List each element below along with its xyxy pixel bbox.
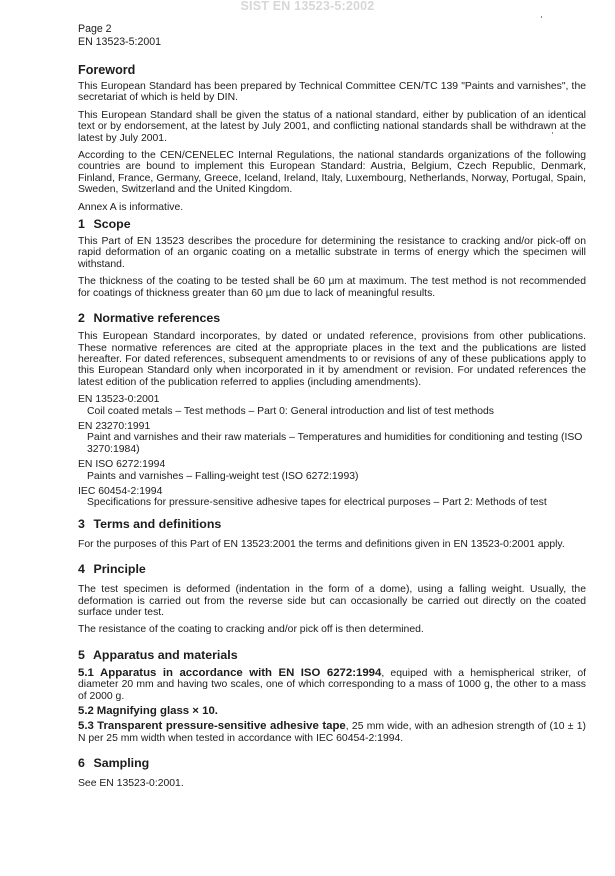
reference-title: Specifications for pressure-sensitive adhesive tapes for electrical purposes – Part 2: Methods of test bbox=[87, 497, 547, 509]
reference-code: EN 23270:1991 bbox=[78, 420, 151, 432]
standard-id: EN 13523-5:2001 bbox=[78, 36, 162, 48]
page-header bbox=[78, 23, 586, 49]
section-heading-normative-references: 2 Normative references bbox=[78, 311, 221, 326]
watermark: SIST EN 13523-5:2002 bbox=[240, 0, 375, 13]
reference-title: Paint and varnishes and their raw materials – Temperatures and humidities for conditioning and testing (ISO 3270:1984) bbox=[87, 432, 583, 455]
reference-code: EN ISO 6272:1994 bbox=[78, 459, 166, 471]
foreword-title: Foreword bbox=[78, 63, 136, 77]
foreword-paragraph: This European Standard has been prepared by Technical Committee CEN/TC 139 "Paints and varnishes", the secretariat of which is held by DIN. bbox=[78, 81, 586, 104]
section-heading-terms-definitions: 3 Terms and definitions bbox=[78, 516, 222, 531]
foreword-paragraph: Annex A is informative. bbox=[78, 201, 184, 213]
principle-paragraph: The resistance of the coating to cracking and/or pick off is then determined. bbox=[78, 624, 424, 636]
section-heading-apparatus: 5 Apparatus and materials bbox=[78, 647, 238, 662]
page-number: Page 2 bbox=[78, 23, 112, 35]
reference-title: Paints and varnishes – Falling-weight test (ISO 6272:1993) bbox=[87, 470, 359, 482]
section-heading-sampling: 6 Sampling bbox=[78, 756, 150, 771]
scope-paragraph: This Part of EN 13523 describes the procedure for determining the resistance to cracking and/or pick-off on rapid deformation of an organic coating on a metallic substrate in terms of energy which the specimen will withstand. bbox=[78, 236, 586, 270]
apparatus-item: 5.1 Apparatus in accordance with EN ISO 6272:1994, equiped with a hemispherical striker, of diameter 20 mm and having two scales, one of which corresponding to a mass of 1000 g, the other to a mass of 2000 g. bbox=[78, 666, 586, 702]
reference-code: IEC 60454-2:1994 bbox=[78, 485, 163, 497]
scan-speck bbox=[541, 16, 542, 18]
normative-intro: This European Standard incorporates, by dated or undated reference, provisions from other publications. These normative references are cited at the appropriate places in the text and the publications are listed hereafter. For dated references, subsequent amendments to or revisions of any of these publications apply to this European Standard only when incorporated in it by amendment or revision. For undated references the latest edition of the publication referred to applies (including amendments). bbox=[78, 331, 586, 388]
reference-title: Coil coated metals – Test methods – Part 0: General introduction and list of test methods bbox=[87, 405, 494, 417]
terms-paragraph: For the purposes of this Part of EN 13523:2001 the terms and definitions given in EN 13523-0:2001 apply. bbox=[78, 538, 565, 550]
document-page bbox=[78, 23, 586, 790]
scope-paragraph: The thickness of the coating to be tested shall be 60 µm at maximum. The test method is not recommended for coatings of thickness greater than 60 µm due to lack of meaningful results. bbox=[78, 276, 586, 299]
section-heading-principle: 4 Principle bbox=[78, 562, 146, 577]
foreword-paragraph: According to the CEN/CENELEC Internal Regulations, the national standards organizations of the following countries are bound to implement this European Standard: Austria, Belgium, Czech Republic, Denmark, Finland, France, Germany, Greece, Iceland, Ireland, Italy, Luxembourg, Netherlands, Norway, Portugal, Spain, Sweden, Switzerland and the United Kingdom. bbox=[78, 150, 586, 196]
reference-code: EN 13523-0:2001 bbox=[78, 394, 160, 406]
section-heading-scope: 1 Scope bbox=[78, 217, 131, 232]
sampling-paragraph: See EN 13523-0:2001. bbox=[78, 778, 184, 790]
principle-paragraph: The test specimen is deformed (indentation in the form of a dome), using a falling weight. Usually, the deformation is carried out from the reverse side but can occasionally be carried out directly on the coated surface under test. bbox=[78, 584, 586, 618]
foreword-paragraph: This European Standard shall be given the status of a national standard, either by publication of an identical text or by endorsement, at the latest by July 2001, and conflicting national standards shall be withdrawn at the latest by July 2001. bbox=[78, 109, 586, 144]
apparatus-item: 5.2 Magnifying glass × 10. bbox=[78, 705, 218, 718]
apparatus-item: 5.3 Transparent pressure-sensitive adhesive tape, 25 mm wide, with an adhesion strength of (10 ± 1) N per 25 mm width when tested in accordance with IEC 60454-2:1994. bbox=[78, 720, 586, 744]
